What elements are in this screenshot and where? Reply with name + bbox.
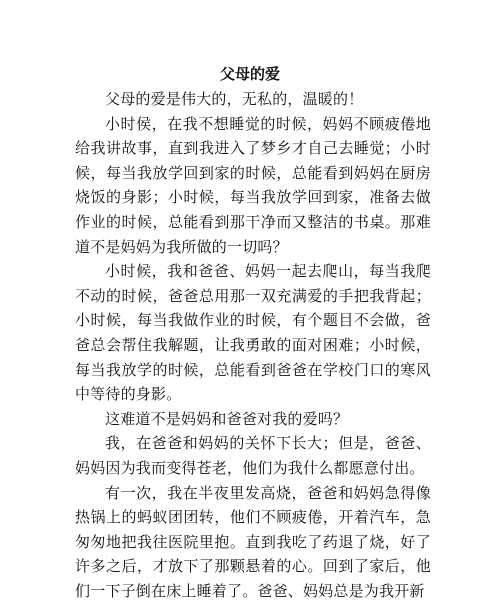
paragraph: 小时候，我和爸爸、妈妈一起去爬山，每当我爬不动的时候，爸爸总用那一双充满爱的手把我背起；小时候，每当我做作业的时候，有个题目不会做，爸爸总会帮住我解题，让我勇敢的面对困难；小时候，每当我放学的时候，总能看到爸爸在学校门口的寒风中等待的身影。 <box>75 259 431 407</box>
document-title: 父母的爱 <box>0 64 500 84</box>
paragraph: 父母的爱是伟大的，无私的，温暖的！ <box>75 87 431 112</box>
paragraph: 有一次，我在半夜里发高烧，爸爸和妈妈急得像热锅上的蚂蚁团团转，他们不顾疲倦，开着汽车，急匆匆地把我往医院里抱。直到我吃了药退了烧，好了许多之后，才放下了那颗悬着的心。回到了家后，他们一下子倒在床上睡着了。爸爸、妈妈总是为我开新 <box>75 481 431 603</box>
paragraph: 这难道不是妈妈和爸爸对我的爱吗？ <box>75 407 431 432</box>
paragraph: 小时侯，在我不想睡觉的时候，妈妈不顾疲倦地给我讲故事，直到我进入了梦乡才自己去睡觉；小时候，每当我放学回到家的时候，总能看到妈妈在厨房烧饭的身影；小时候，每当我放学回到家，准备去做作业的时候，总能看到那干净而又整洁的书桌。那难道不是妈妈为我所做的一切吗？ <box>75 112 431 260</box>
paragraph: 我，在爸爸和妈妈的关怀下长大；但是，爸爸、妈妈因为我而变得苍老，他们为我什么都愿意付出。 <box>75 431 431 480</box>
document-body <box>75 87 431 603</box>
